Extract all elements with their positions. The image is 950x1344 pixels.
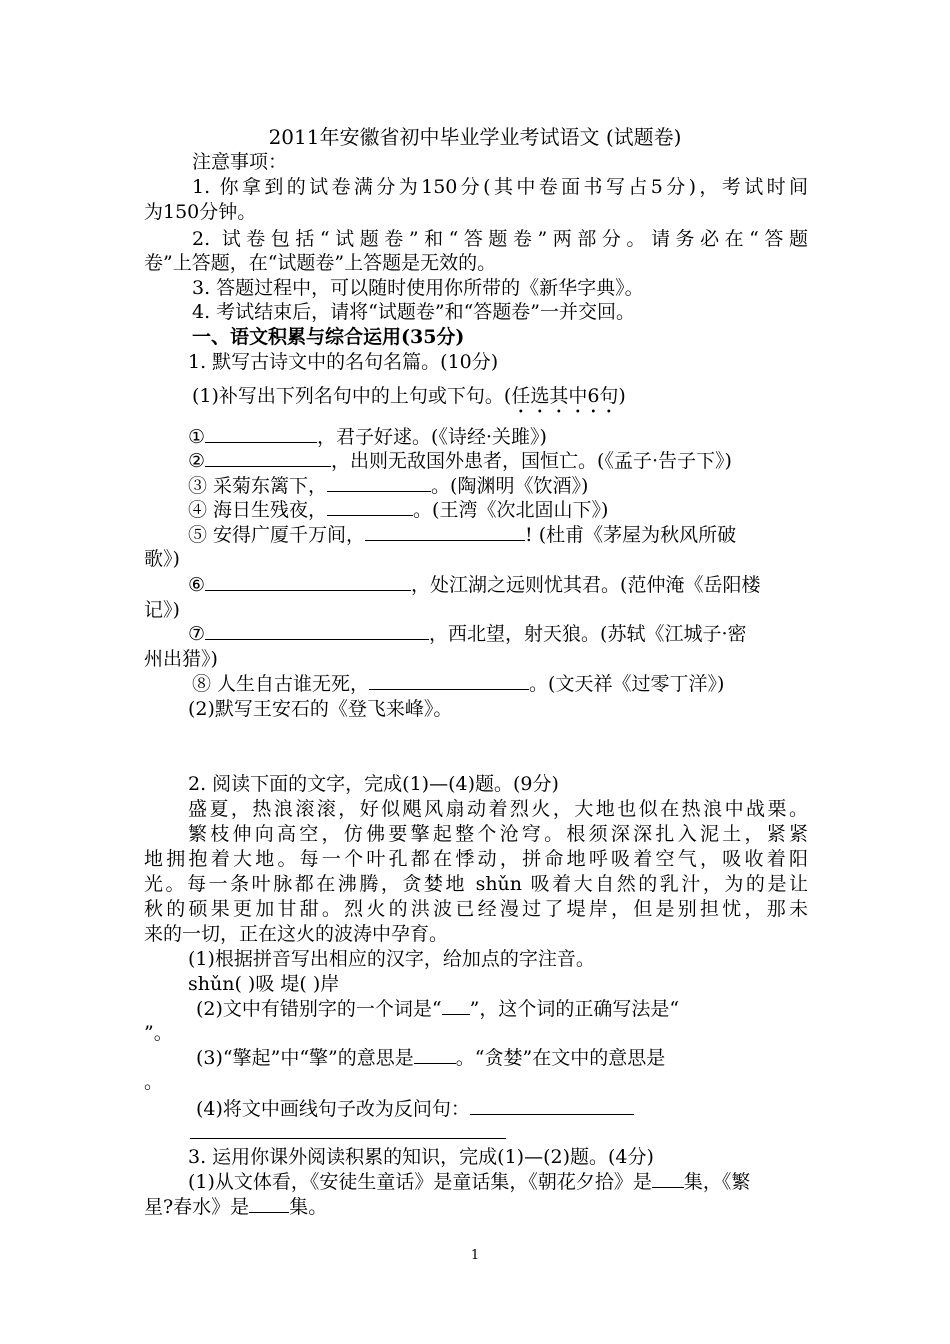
answer-blank[interactable]	[205, 623, 429, 640]
q1-line-7-cont: 州出猎》)	[144, 648, 218, 670]
q1-line-5-cont: 歌》)	[144, 548, 180, 570]
notice-item-3: 3. 答题过程中，可以随时使用你所带的《新华字典》。	[192, 277, 644, 299]
q2-sub2-mid: ”，这个词的正确写法是“	[469, 998, 680, 1020]
q3-sub1-text: (1)从文体看，《安徒生童话》是童话集，《朝花夕拾》是	[188, 1171, 652, 1193]
answer-blank[interactable]	[652, 1171, 684, 1188]
notice-heading: 注意事项：	[192, 151, 288, 173]
q2-passage-p2-line1: 繁枝伸向高空，仿佛要擎起整个沧穹。根须深深扎入泥土，紧紧	[188, 823, 808, 845]
q2-sub2-end: ”。	[144, 1022, 173, 1044]
q2-passage-p2-line2: 地拥抱着大地。每一个叶孔都在悸动，拼命地呼吸着空气，吸收着阳	[144, 848, 808, 870]
q1-line-2-text: ，出则无敌国外患者，国恒亡。(《孟子·告子下》)	[331, 450, 732, 472]
q1-line-6	[188, 573, 808, 598]
q2-sub3-end: 。	[144, 1071, 164, 1093]
q1-sub1-close: )	[618, 385, 626, 407]
q2-sub4	[196, 1097, 808, 1122]
q3-sub1-cont	[144, 1195, 808, 1220]
answer-blank[interactable]	[414, 1047, 456, 1064]
q1-line-5	[188, 523, 808, 548]
q3-sub1-cont-text: 星?春水》是	[144, 1196, 250, 1218]
notice-item-1-cont: 为150分钟。	[144, 201, 257, 223]
answer-blank[interactable]	[205, 450, 331, 467]
q1-line-7	[188, 622, 808, 647]
notice-item-2: 2. 试卷包括“试题卷”和“答题卷”两部分。请务必在“答题	[192, 228, 808, 250]
q2-sub2	[196, 997, 808, 1022]
q1-line-8-text: ⑧ 人生自古谁无死，	[192, 673, 370, 695]
q1-line-4-source: 。(王湾《次北固山下》)	[413, 499, 609, 521]
q2-sub3-text: (3)“擎起”中“擎”的意思是	[196, 1047, 414, 1069]
q1-sub1-emphasis: 任选其中6句	[511, 385, 619, 407]
q2-passage-p2-line4: 秋的硕果更加甘甜。烈火的洪波已经漫过了堤岸，但是别担忧，那未	[144, 898, 808, 920]
notice-item-1: 1. 你拿到的试卷满分为150分(其中卷面书写占5分)，考试时间	[192, 176, 808, 198]
q1-line-5-source: ! (杜甫《茅屋为秋风所破	[525, 524, 737, 546]
notice-item-2-cont: 卷”上答题，在“试题卷”上答题是无效的。	[144, 252, 497, 274]
answer-blank[interactable]	[327, 475, 431, 492]
q3-sub1	[188, 1170, 808, 1195]
q2-passage-p2-line3: 光。每一条叶脉都在沸腾，贪婪地 shǔn 吸着大自然的乳汁，为的是让	[144, 873, 808, 895]
q2-sub3	[196, 1046, 808, 1071]
q1-stem: 1. 默写古诗文中的名句名篇。(10分)	[188, 351, 499, 373]
q1-line-1-num: ①	[188, 426, 206, 448]
q1-line-8	[192, 672, 808, 697]
q1-line-4-text: ④ 海日生残夜，	[188, 499, 328, 521]
q1-line-7-num: ⑦	[188, 623, 206, 645]
q1-line-8-source: 。(文天祥《过零丁洋》)	[529, 673, 725, 695]
q2-passage-p2-line5: 来的一切，正在这火的波涛中孕育。	[144, 923, 449, 945]
answer-blank[interactable]	[249, 1196, 289, 1213]
q2-sub2-text: (2)文中有错别字的一个词是“	[196, 998, 442, 1020]
q1-sub2: (2)默写王安石的《登飞来峰》。	[188, 698, 453, 720]
q1-line-2	[188, 449, 808, 474]
answer-blank[interactable]	[470, 1098, 634, 1115]
q1-line-3-source: 。(陶渊明《饮酒》)	[431, 475, 589, 497]
q2-sub3-mid: 。“贪婪”在文中的意思是	[455, 1047, 666, 1069]
q1-line-1	[188, 425, 808, 450]
q1-line-6-text: ，处江湖之远则忧其君。(范仲淹《岳阳楼	[411, 574, 761, 596]
q2-passage-p1: 盛夏，热浪滚滚，好似飓风扇动着烈火，大地也似在热浪中战栗。	[188, 798, 808, 820]
q1-line-1-text: ，君子好逑。(《诗经·关雎》)	[317, 426, 547, 448]
q1-line-6-cont: 记》)	[144, 599, 180, 621]
q1-line-3-text: ③ 采菊东篱下，	[188, 475, 328, 497]
answer-blank[interactable]	[327, 499, 413, 516]
q2-sub1-answer-line: shǔn( )吸 堤( )岸	[188, 973, 340, 995]
notice-item-4: 4. 考试结束后，请将“试题卷”和“答题卷”一并交回。	[192, 301, 636, 323]
answer-blank[interactable]	[205, 426, 317, 443]
q2-sub4-text: (4)将文中画线句子改为反问句：	[196, 1098, 470, 1120]
q1-line-7-text: ，西北望，射天狼。(苏轼《江城子·密	[429, 623, 747, 645]
q1-line-4	[188, 498, 808, 523]
answer-blank[interactable]	[205, 574, 411, 591]
q1-line-2-num: ②	[188, 450, 206, 472]
q2-sub1: (1)根据拼音写出相应的汉字，给加点的字注音。	[188, 948, 595, 970]
q3-sub1-cont-end: 集。	[289, 1196, 328, 1218]
answer-blank[interactable]	[365, 524, 525, 541]
section-1-heading: 一、语文积累与综合运用(35分)	[192, 326, 465, 348]
page-number: 1	[470, 1248, 480, 1263]
q3-stem: 3. 运用你课外阅读积累的知识，完成(1)—(2)题。(4分)	[188, 1146, 654, 1168]
answer-blank[interactable]	[442, 998, 470, 1015]
page-title: 2011年安徽省初中毕业学业考试语文 (试题卷)	[268, 125, 682, 149]
q1-line-6-num: ⑥	[188, 574, 206, 596]
q1-line-3	[188, 474, 808, 499]
q1-sub1-text: (1)补写出下列名句中的上句或下句。(	[192, 385, 512, 407]
answer-blank[interactable]	[369, 673, 529, 690]
q1-sub1	[192, 384, 808, 418]
q2-stem: 2. 阅读下面的文字，完成(1)—(4)题。(9分)	[188, 773, 559, 795]
q1-line-5-text: ⑤ 安得广厦千万间，	[188, 524, 366, 546]
q3-sub1-mid: 集，《繁	[683, 1171, 751, 1193]
answer-line[interactable]	[190, 1138, 506, 1139]
